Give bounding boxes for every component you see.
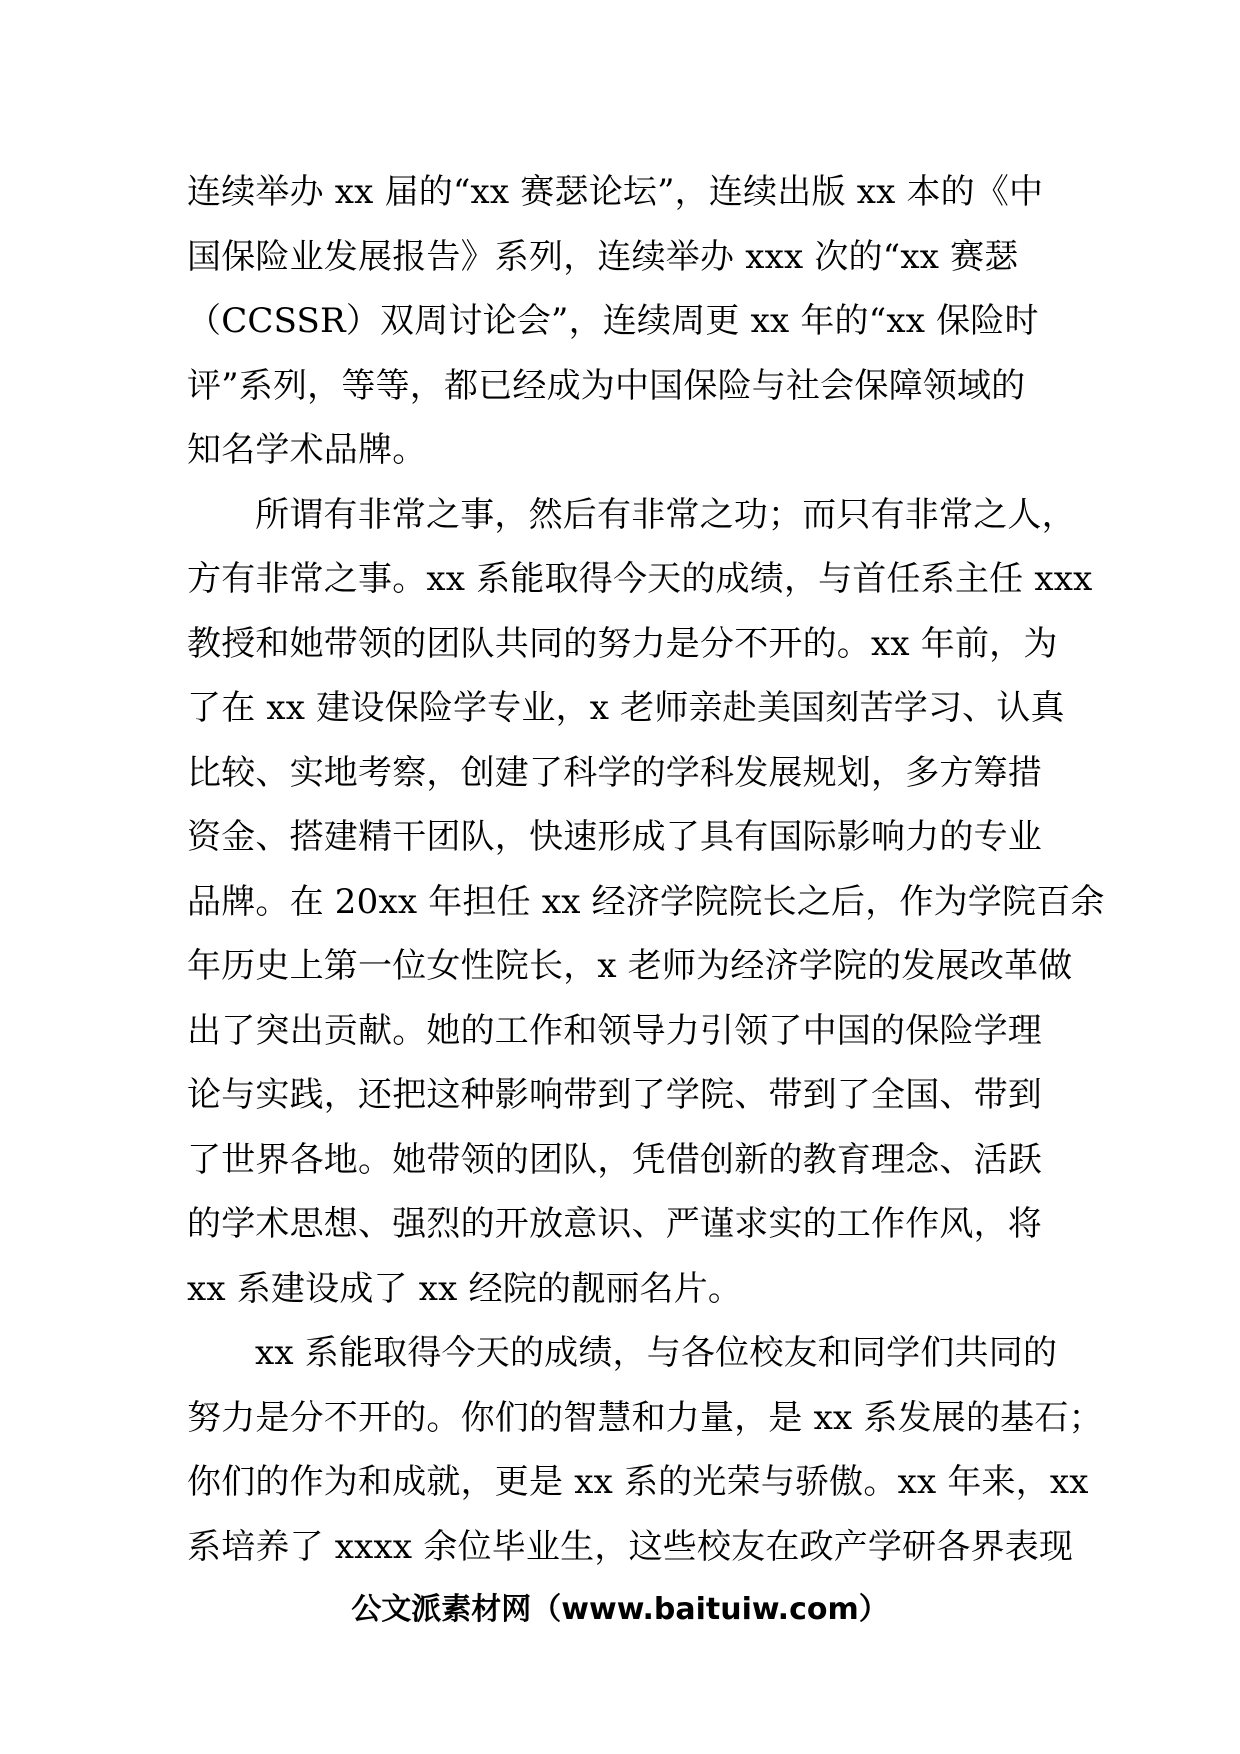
document-body xyxy=(187,160,1105,1579)
text-line: 国保险业发展报告》系列，连续举办 xxx 次的“xx 赛瑟 xyxy=(187,236,1019,277)
text-line: 教授和她带领的团队共同的努力是分不开的。xx 年前，为 xyxy=(187,623,1058,664)
text-line: 比较、实地考察，创建了科学的学科发展规划，多方筹措 xyxy=(187,752,1042,793)
text-line: 连续举办 xx 届的“xx 赛瑟论坛”，连续出版 xx 本的《中 xyxy=(187,172,1044,212)
paragraph-1 xyxy=(187,160,1077,483)
text-line: xx 系建设成了 xx 经院的靓丽名片。 xyxy=(187,1268,743,1309)
text-line: 出了突出贡献。她的工作和领导力引领了中国的保险学理 xyxy=(187,1010,1042,1051)
text-line: 所谓有非常之事，然后有非常之功；而只有非常之人， xyxy=(255,494,1076,535)
text-line: 年历史上第一位女性院长，x 老师为经济学院的发展改革做 xyxy=(187,946,1073,986)
paragraph-3 xyxy=(187,1321,1103,1579)
text-line: 资金、搭建精干团队，快速形成了具有国际影响力的专业 xyxy=(187,817,1042,857)
text-line: （CCSSR）双周讨论会”，连续周更 xx 年的“xx 保险时 xyxy=(187,301,1039,341)
text-line: 方有非常之事。xx 系能取得今天的成绩，与首任系主任 xxx xyxy=(187,559,1093,599)
text-line: 的学术思想、强烈的开放意识、严谨求实的工作作风，将 xyxy=(187,1204,1042,1244)
text-line: 系培养了 xxxx 余位毕业生，这些校友在政产学研各界表现 xyxy=(187,1526,1074,1567)
text-line: 你们的作为和成就，更是 xx 系的光荣与骄傲。xx 年来，xx xyxy=(187,1462,1089,1502)
text-line: 努力是分不开的。你们的智慧和力量，是 xx 系发展的基石； xyxy=(187,1397,1103,1438)
text-line: 评”系列，等等，都已经成为中国保险与社会保障领域的 xyxy=(187,365,1026,406)
paragraph-2 xyxy=(187,483,1105,1322)
text-line: 了世界各地。她带领的团队，凭借创新的教育理念、活跃 xyxy=(187,1139,1042,1180)
text-line: 品牌。在 20xx 年担任 xx 经济学院院长之后，作为学院百余 xyxy=(187,881,1105,922)
text-line: xx 系能取得今天的成绩，与各位校友和同学们共同的 xyxy=(255,1333,1058,1373)
text-line: 知名学术品牌。 xyxy=(187,430,427,470)
footer-watermark-text: 公文派素材网（www.baituiw.com） xyxy=(351,1592,889,1627)
text-line: 了在 xx 建设保险学专业，x 老师亲赴美国刻苦学习、认真 xyxy=(187,688,1065,728)
text-line: 论与实践，还把这种影响带到了学院、带到了全国、带到 xyxy=(187,1075,1042,1115)
